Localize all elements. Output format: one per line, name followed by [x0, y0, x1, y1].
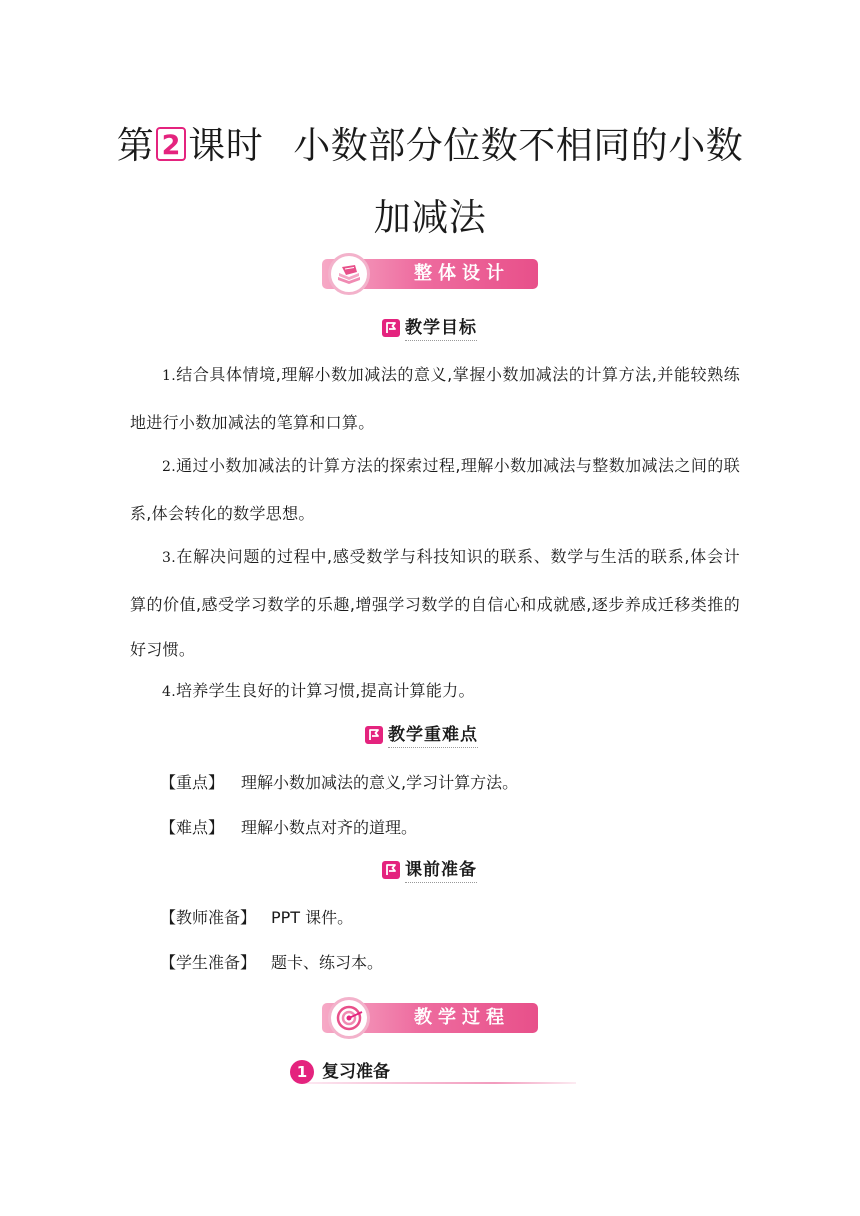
step-underline	[304, 1082, 576, 1084]
difficulty-row	[160, 816, 417, 840]
teaching-process-banner	[322, 1003, 538, 1033]
step-review	[290, 1058, 580, 1088]
focus-row	[160, 771, 518, 795]
teaching-process-label: 教学过程	[414, 1007, 510, 1028]
step-number: 1	[290, 1060, 314, 1084]
flag-icon	[364, 725, 384, 745]
focus-text: 理解小数加减法的意义,学习计算方法。	[241, 773, 519, 792]
student-prep-text: 题卡、练习本。	[271, 953, 384, 972]
goal-item-2: 2.通过小数加减法的计算方法的探索过程,理解小数加减法与整数加减法之间的联系,体会转化的数学思想。	[130, 456, 740, 523]
goal-item-1: 1.结合具体情境,理解小数加减法的意义,掌握小数加减法的计算方法,并能较熟练地进行小数加减法的笔算和口算。	[130, 365, 740, 432]
flag-icon	[381, 860, 401, 880]
key-points-heading	[364, 722, 478, 748]
title-main: 小数部分位数不相同的小数加减法	[293, 124, 744, 239]
goals-heading-label: 教学目标	[405, 316, 477, 341]
difficulty-text: 理解小数点对齐的道理。	[241, 818, 418, 837]
difficulty-label: 【难点】	[160, 818, 225, 837]
focus-label: 【重点】	[160, 773, 225, 792]
preparation-heading-label: 课前准备	[405, 858, 477, 883]
goal-item-3: 3.在解决问题的过程中,感受数学与科技知识的联系、数学与生活的联系,体会计算的价值,感受学习数学的乐趣,增强学习数学的自信心和成就感,逐步养成迁移类推的好习惯。	[130, 547, 740, 659]
preparation-heading	[381, 857, 477, 883]
target-icon	[328, 997, 370, 1039]
student-prep-label: 【学生准备】	[160, 953, 257, 972]
teacher-prep-row	[160, 906, 353, 930]
overall-design-banner	[322, 259, 538, 289]
page-title	[100, 110, 760, 254]
student-prep-row	[160, 951, 383, 975]
flag-icon	[381, 318, 401, 338]
key-points-heading-label: 教学重难点	[388, 723, 478, 748]
overall-design-label: 整体设计	[414, 263, 510, 284]
book-icon	[328, 253, 370, 295]
step-label: 复习准备	[322, 1062, 390, 1082]
goals-heading	[381, 315, 477, 341]
lesson-number-badge: 2	[156, 127, 186, 161]
teacher-prep-label: 【教师准备】	[160, 908, 257, 927]
goal-item-4: 4.培养学生良好的计算习惯,提高计算能力。	[162, 681, 475, 700]
teacher-prep-text: PPT 课件。	[271, 908, 354, 927]
title-suffix: 课时	[188, 124, 264, 167]
title-prefix: 第	[116, 124, 155, 167]
